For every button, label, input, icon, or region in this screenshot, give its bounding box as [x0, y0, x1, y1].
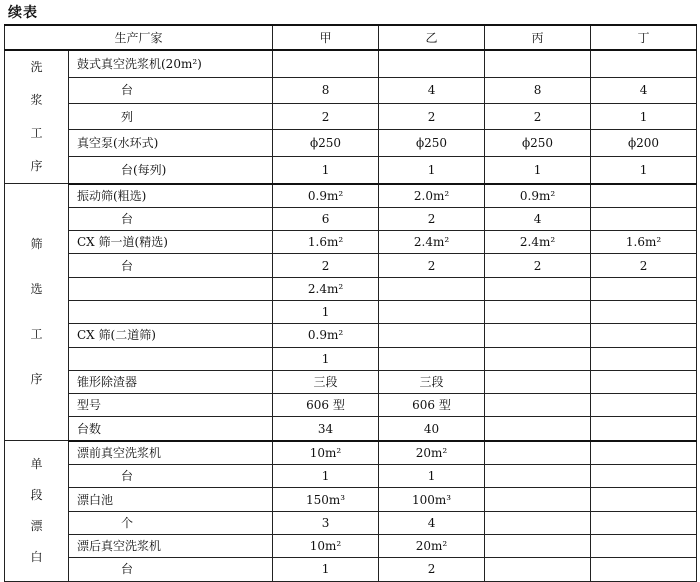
- cell-value: [485, 324, 591, 347]
- cell-value: 三段: [273, 370, 379, 393]
- table-row: [5, 511, 697, 534]
- table-row: [5, 77, 697, 103]
- section-char: 白: [30, 549, 43, 564]
- cell-value: 1: [273, 347, 379, 370]
- equipment-table: [4, 24, 697, 582]
- cell-value: 2: [379, 104, 485, 130]
- section-char: 漂: [30, 518, 43, 533]
- row-label: 真空泵(水环式): [69, 130, 273, 156]
- cell-value: [379, 347, 485, 370]
- table-row: [5, 394, 697, 417]
- table-row: [5, 130, 697, 156]
- screening-section: [5, 184, 697, 441]
- section-char: 洗: [30, 60, 43, 74]
- cell-value: [591, 394, 697, 417]
- table-row: [5, 254, 697, 277]
- cell-value: 1.6m²: [273, 231, 379, 254]
- cell-value: 1: [591, 104, 697, 130]
- table-row: [5, 231, 697, 254]
- table-row: [5, 104, 697, 130]
- row-label: 台: [69, 465, 273, 488]
- bleaching-section-label: [5, 441, 69, 581]
- cell-value: [485, 558, 591, 581]
- table-row: [5, 156, 697, 183]
- cell-value: 2: [485, 254, 591, 277]
- table-row: [5, 488, 697, 511]
- header-col-yi: 乙: [379, 25, 485, 50]
- row-label: [69, 277, 273, 300]
- cell-value: [379, 50, 485, 77]
- section-char: 选: [30, 282, 43, 297]
- cell-value: [591, 511, 697, 534]
- cell-value: 0.9m²: [273, 184, 379, 208]
- cell-value: 20m²: [379, 534, 485, 557]
- cell-value: 1.6m²: [591, 231, 697, 254]
- screening-section-label: [5, 184, 69, 441]
- table-row: [5, 370, 697, 393]
- cell-value: 150m³: [273, 488, 379, 511]
- row-label: [69, 300, 273, 323]
- cell-value: 8: [273, 77, 379, 103]
- cell-value: [591, 324, 697, 347]
- table-row: [5, 184, 697, 208]
- cell-value: [591, 370, 697, 393]
- row-label: CX 筛一道(精选): [69, 231, 273, 254]
- cell-value: [485, 394, 591, 417]
- cell-value: [591, 417, 697, 441]
- cell-value: [485, 347, 591, 370]
- table-row: [5, 50, 697, 77]
- row-label: 振动筛(粗选): [69, 184, 273, 208]
- cell-value: [591, 465, 697, 488]
- cell-value: 1: [273, 465, 379, 488]
- header-col-bing: 丙: [485, 25, 591, 50]
- cell-value: 100m³: [379, 488, 485, 511]
- cell-value: 4: [379, 511, 485, 534]
- cell-value: 2: [273, 104, 379, 130]
- cell-value: 8: [485, 77, 591, 103]
- cell-value: 10m²: [273, 441, 379, 465]
- cell-value: 三段: [379, 370, 485, 393]
- cell-value: 2.4m²: [273, 277, 379, 300]
- cell-value: [485, 534, 591, 557]
- row-label: 锥形除渣器: [69, 370, 273, 393]
- table-row: [5, 347, 697, 370]
- cell-value: 1: [379, 465, 485, 488]
- cell-value: 1: [485, 156, 591, 183]
- cell-value: 606 型: [379, 394, 485, 417]
- cell-value: 6: [273, 207, 379, 230]
- cell-value: 1: [273, 300, 379, 323]
- cell-value: 2: [591, 254, 697, 277]
- row-label: 台数: [69, 417, 273, 441]
- table-row: [5, 417, 697, 441]
- table-caption: 续表: [8, 5, 38, 21]
- section-char: 工: [30, 327, 43, 342]
- section-char: 工: [30, 126, 43, 140]
- cell-value: [485, 465, 591, 488]
- cell-value: [591, 207, 697, 230]
- row-label: 列: [69, 104, 273, 130]
- cell-value: [591, 277, 697, 300]
- table-row: [5, 324, 697, 347]
- row-label: 台: [69, 77, 273, 103]
- cell-value: 2: [379, 254, 485, 277]
- cell-value: [379, 324, 485, 347]
- cell-value: [273, 50, 379, 77]
- cell-value: [485, 511, 591, 534]
- cell-value: [485, 370, 591, 393]
- cell-value: [485, 300, 591, 323]
- cell-value: 2: [379, 207, 485, 230]
- cell-value: [591, 441, 697, 465]
- row-label: CX 筛(二道筛): [69, 324, 273, 347]
- table-row: [5, 534, 697, 557]
- cell-value: 20m²: [379, 441, 485, 465]
- cell-value: ϕ200: [591, 130, 697, 156]
- cell-value: 4: [485, 207, 591, 230]
- row-label: [69, 347, 273, 370]
- cell-value: 10m²: [273, 534, 379, 557]
- row-label: 台: [69, 254, 273, 277]
- cell-value: ϕ250: [379, 130, 485, 156]
- cell-value: 4: [591, 77, 697, 103]
- section-char: 序: [30, 372, 43, 387]
- header-col-jia: 甲: [273, 25, 379, 50]
- cell-value: 34: [273, 417, 379, 441]
- header-col-ding: 丁: [591, 25, 697, 50]
- section-char: 序: [30, 159, 43, 173]
- row-label: 台(每列): [69, 156, 273, 183]
- cell-value: 2.4m²: [379, 231, 485, 254]
- bleaching-section: [5, 441, 697, 581]
- cell-value: 606 型: [273, 394, 379, 417]
- cell-value: [485, 488, 591, 511]
- row-label: 型号: [69, 394, 273, 417]
- row-label: 鼓式真空洗浆机(20m²): [69, 50, 273, 77]
- washing-section-label: [5, 50, 69, 184]
- cell-value: [591, 534, 697, 557]
- header-row: [5, 25, 697, 50]
- cell-value: ϕ250: [273, 130, 379, 156]
- row-label: 个: [69, 511, 273, 534]
- row-label: 漂后真空洗浆机: [69, 534, 273, 557]
- cell-value: 1: [591, 156, 697, 183]
- table-header: [5, 25, 697, 50]
- cell-value: 1: [273, 156, 379, 183]
- cell-value: [591, 558, 697, 581]
- cell-value: 2.4m²: [485, 231, 591, 254]
- cell-value: 1: [273, 558, 379, 581]
- table-row: [5, 300, 697, 323]
- table-row: [5, 207, 697, 230]
- cell-value: [591, 184, 697, 208]
- cell-value: 4: [379, 77, 485, 103]
- table-row: [5, 277, 697, 300]
- washing-section: [5, 50, 697, 184]
- cell-value: [591, 300, 697, 323]
- cell-value: 0.9m²: [273, 324, 379, 347]
- cell-value: [591, 50, 697, 77]
- cell-value: 2: [273, 254, 379, 277]
- cell-value: 2.0m²: [379, 184, 485, 208]
- cell-value: [485, 441, 591, 465]
- cell-value: 0.9m²: [485, 184, 591, 208]
- section-char: 浆: [30, 93, 43, 107]
- section-char: 筛: [30, 237, 43, 252]
- section-char: 段: [30, 487, 43, 502]
- row-label: 台: [69, 558, 273, 581]
- cell-value: [485, 50, 591, 77]
- cell-value: [379, 277, 485, 300]
- cell-value: ϕ250: [485, 130, 591, 156]
- cell-value: 2: [379, 558, 485, 581]
- cell-value: 3: [273, 511, 379, 534]
- cell-value: 40: [379, 417, 485, 441]
- row-label: 台: [69, 207, 273, 230]
- cell-value: [591, 347, 697, 370]
- row-label: 漂白池: [69, 488, 273, 511]
- cell-value: [591, 488, 697, 511]
- cell-value: [485, 277, 591, 300]
- cell-value: 2: [485, 104, 591, 130]
- table-row: [5, 558, 697, 581]
- table-row: [5, 441, 697, 465]
- row-label: 漂前真空洗浆机: [69, 441, 273, 465]
- cell-value: [485, 417, 591, 441]
- header-manufacturer: 生产厂家: [5, 25, 273, 50]
- section-char: 单: [30, 456, 43, 471]
- cell-value: 1: [379, 156, 485, 183]
- cell-value: [379, 300, 485, 323]
- table-row: [5, 465, 697, 488]
